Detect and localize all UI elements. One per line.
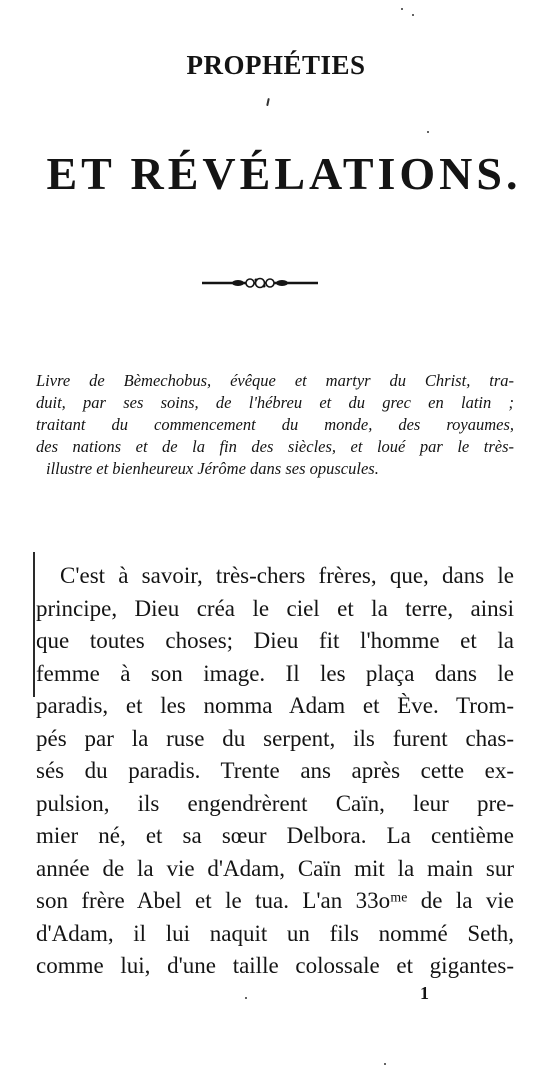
ink-speck (412, 14, 414, 16)
summary-line: des nations et de la fin des siècles, et loué par le très- (36, 437, 514, 456)
body-line: sés du paradis. Trente ans après cette ex- (36, 758, 514, 783)
summary-line: illustre et bienheureux Jérôme dans ses opuscules. (46, 459, 379, 478)
ink-speck (427, 131, 429, 133)
decorative-rule-ornament-icon (200, 275, 320, 291)
summary-line: duit, par ses soins, de l'hébreu et du grec en latin ; (36, 393, 514, 412)
margin-rule (33, 552, 35, 697)
body-line: paradis, et les nomma Adam et Ève. Trom- (36, 693, 514, 718)
body-line: comme lui, d'une taille colossale et gigantes- (36, 953, 514, 978)
body-line: mier né, et sa sœur Delbora. La centième (36, 823, 514, 848)
summary-line: Livre de Bèmechobus, évêque et martyr du Christ, tra- (36, 371, 514, 390)
summary-paragraph (36, 370, 514, 480)
body-line: que toutes choses; Dieu fit l'homme et la (36, 628, 514, 653)
ink-speck (245, 997, 247, 999)
page-number: 1 (420, 983, 429, 1003)
summary-line: traitant du commencement du monde, des royaumes, (36, 415, 514, 434)
body-line: femme à son image. Il les plaça dans le (36, 660, 514, 686)
ink-speck (384, 1063, 386, 1065)
body-line: pulsion, ils engendrèrent Caïn, leur pre- (36, 790, 514, 816)
ink-speck (266, 98, 269, 106)
title-main: ET RÉVÉLATIONS. (46, 148, 522, 199)
body-line: son frère Abel et le tua. L'an 33oᵐᵉ de la vie (36, 888, 514, 913)
title-top: PROPHÉTIES (186, 50, 366, 80)
body-paragraph (36, 560, 514, 983)
body-line: C'est à savoir, très-chers frères, que, dans le (60, 563, 514, 588)
ink-speck (401, 8, 403, 10)
body-line: d'Adam, il lui naquit un fils nommé Seth, (36, 920, 514, 946)
body-line: principe, Dieu créa le ciel et la terre, ainsi (36, 595, 514, 621)
body-line: année de la vie d'Adam, Caïn mit la main sur (36, 855, 514, 881)
body-line: pés par la ruse du serpent, ils furent chas- (36, 725, 514, 751)
